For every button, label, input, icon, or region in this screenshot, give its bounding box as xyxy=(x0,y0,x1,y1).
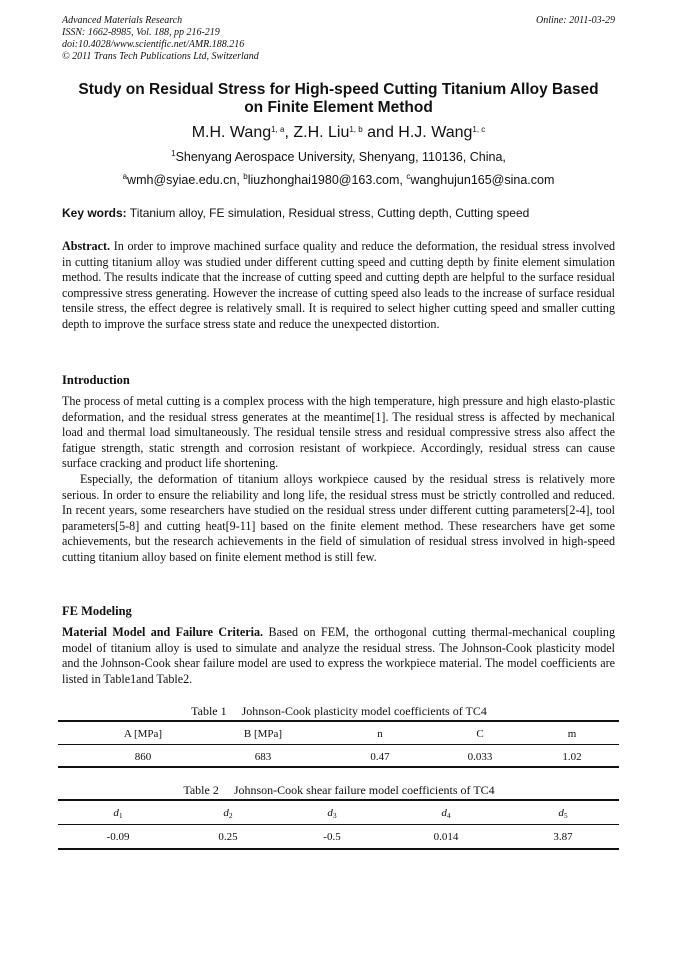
abstract xyxy=(62,239,615,333)
table-2-header-symbol: d xyxy=(441,807,447,819)
table-1-cell: 683 xyxy=(254,751,272,763)
table-1-bottom-rule xyxy=(58,766,619,768)
copyright-line: © 2011 Trans Tech Publications Ltd, Switzerland xyxy=(62,51,259,62)
email-list xyxy=(62,172,615,188)
table-2-cell: 0.014 xyxy=(433,831,459,843)
table-1-cell: 1.02 xyxy=(562,751,582,763)
table-2-header-subscript: 4 xyxy=(446,811,451,820)
table-2-header-symbol: d xyxy=(558,807,564,819)
table-2-mid-rule xyxy=(58,824,619,825)
email-separator: , xyxy=(399,173,407,187)
paper-title-line-2: on Finite Element Method xyxy=(244,99,433,116)
table-2-cell: -0.5 xyxy=(323,831,341,843)
keywords-text: Titanium alloy, FE simulation, Residual stress, Cutting depth, Cutting speed xyxy=(126,206,530,220)
table-1-top-rule xyxy=(58,720,619,722)
table-2-cell: 0.25 xyxy=(218,831,238,843)
table-1-header-cell: A [MPa] xyxy=(123,728,163,740)
author-superscript: 1, b xyxy=(349,125,363,134)
introduction-heading: Introduction xyxy=(62,373,130,387)
affiliation-superscript: 1 xyxy=(171,149,176,158)
fe-modeling-label: Material Model and Failure Criteria. xyxy=(62,625,264,639)
author-superscript: 1, c xyxy=(472,125,486,134)
table-1-cell: 0.47 xyxy=(370,751,390,763)
table-2-header-subscript: 1 xyxy=(118,811,123,820)
issn-line: ISSN: 1662-8985, Vol. 188, pp 216-219 xyxy=(62,27,220,38)
fe-modeling-paragraph xyxy=(62,625,615,687)
table-2-header-symbol: d xyxy=(327,807,333,819)
table-2-header-cell xyxy=(513,806,613,823)
paper-title xyxy=(62,81,615,117)
table-2-header-cell xyxy=(282,806,382,823)
author-name: Z.H. Liu xyxy=(293,124,350,141)
online-date: Online: 2011-03-29 xyxy=(536,15,615,26)
author-name: M.H. Wang xyxy=(191,124,272,141)
keywords-label: Key words: xyxy=(62,206,127,220)
author-separator: , xyxy=(284,124,294,141)
email-superscript: b xyxy=(243,172,248,181)
fe-modeling-heading: FE Modeling xyxy=(62,604,132,618)
affiliation xyxy=(62,149,615,165)
table-2-header-symbol: d xyxy=(113,807,119,819)
author-list xyxy=(62,123,615,143)
table-1-header-cell: m xyxy=(567,728,577,740)
journal-header xyxy=(62,15,615,63)
table-1-caption: Table 1 Johnson-Cook plasticity model coefficients of TC4 xyxy=(191,704,487,718)
table-2-header-subscript: 5 xyxy=(563,811,568,820)
table-1-mid-rule xyxy=(58,744,619,745)
table-2-header-cell xyxy=(68,806,168,823)
table-2-caption: Table 2 Johnson-Cook shear failure model coefficients of TC4 xyxy=(183,783,495,797)
table-2-bottom-rule xyxy=(58,848,619,850)
keywords xyxy=(62,206,615,221)
email-separator: , xyxy=(236,173,244,187)
affiliation-text: Shenyang Aerospace University, Shenyang, 110136, China, xyxy=(175,150,506,164)
table-2-cell: 3.87 xyxy=(553,831,573,843)
journal-name: Advanced Materials Research xyxy=(62,15,183,26)
introduction-paragraph-1: The process of metal cutting is a complex process with the high temperature, high pressure and high elasto-plastic deformation, and the residual stress generates at the meantime[1]. The residual stress is affected by mechanical load and thermal load simultaneously. The residual tensile stress and residual compressive stress also affect the fatigue strength, static strength and corrosion resistant of workpiece. Accordingly, residual stress can cause surface cracking and product life shortening. xyxy=(62,394,615,471)
table-2-cell: -0.09 xyxy=(106,831,130,843)
table-2-header-subscript: 3 xyxy=(332,811,337,820)
table-1-header-cell: C xyxy=(476,728,484,740)
abstract-label: Abstract. xyxy=(62,239,111,253)
table-2-header-symbol: d xyxy=(223,807,229,819)
author-separator: and xyxy=(362,124,399,141)
table-2-header-subscript: 2 xyxy=(228,811,233,820)
author-name: H.J. Wang xyxy=(398,124,473,141)
email-superscript: c xyxy=(406,172,411,181)
table-1-header-cell: n xyxy=(377,728,383,740)
email-address: wmh@syiae.edu.cn xyxy=(127,173,237,187)
email-address: liuzhonghai1980@163.com xyxy=(247,173,400,187)
doi-line: doi:10.4028/www.scientific.net/AMR.188.216 xyxy=(62,39,245,50)
fe-modeling-text: Based on FEM, the orthogonal cutting thermal-mechanical coupling model of titanium alloy is used to simulate and analyze the residual stress. The Johnson-Cook plasticity model and the Johnson-Cook shear failure model are used to express the workpiece material. The model coefficients are listed in Table1and Table2. xyxy=(62,625,615,686)
paper-title-line-1: Study on Residual Stress for High-speed Cutting Titanium Alloy Based xyxy=(78,81,599,98)
abstract-text: In order to improve machined surface quality and reduce the deformation, the residual stress involved in cutting titanium alloy was studied under different cutting speed and cutting depth by finite element simulation method. The results indicate that the increase of cutting speed and cutting depth are helpful to the surface residual compressive stress generating. However the increase of cutting speed also leads to the increase of surface residual tensile stress, the effect degree is relatively small. It is required to select higher cutting speed and smaller cutting depth to improve the surface stress state and reduce the unexpected distortion. xyxy=(62,239,615,331)
table-1-header-cell: B [MPa] xyxy=(243,728,283,740)
table-1-cell: 860 xyxy=(134,751,152,763)
table-2-header-cell xyxy=(396,806,496,823)
email-superscript: a xyxy=(122,172,128,181)
table-1-cell: 0.033 xyxy=(467,751,493,763)
table-2-header-cell xyxy=(178,806,278,823)
author-superscript: 1, a xyxy=(271,125,285,134)
email-address: wanghujun165@sina.com xyxy=(410,173,555,187)
table-2-top-rule xyxy=(58,799,619,801)
introduction-paragraph-2: Especially, the deformation of titanium alloys workpiece caused by the residual stress is relatively more serious. In order to ensure the reliability and long life, the residual stress must be strictly controlled and reduced. In recent years, some researchers have studied on the residual stress under different cutting parameters[2-4], tool parameters[5-8] and cutting heat[9-11] based on the finite element method. These researchers have get some achievements, but the research achievements in the field of simulation of residual stress involved in high-speed cutting titanium alloy based on finite element method is still few. xyxy=(62,472,615,564)
